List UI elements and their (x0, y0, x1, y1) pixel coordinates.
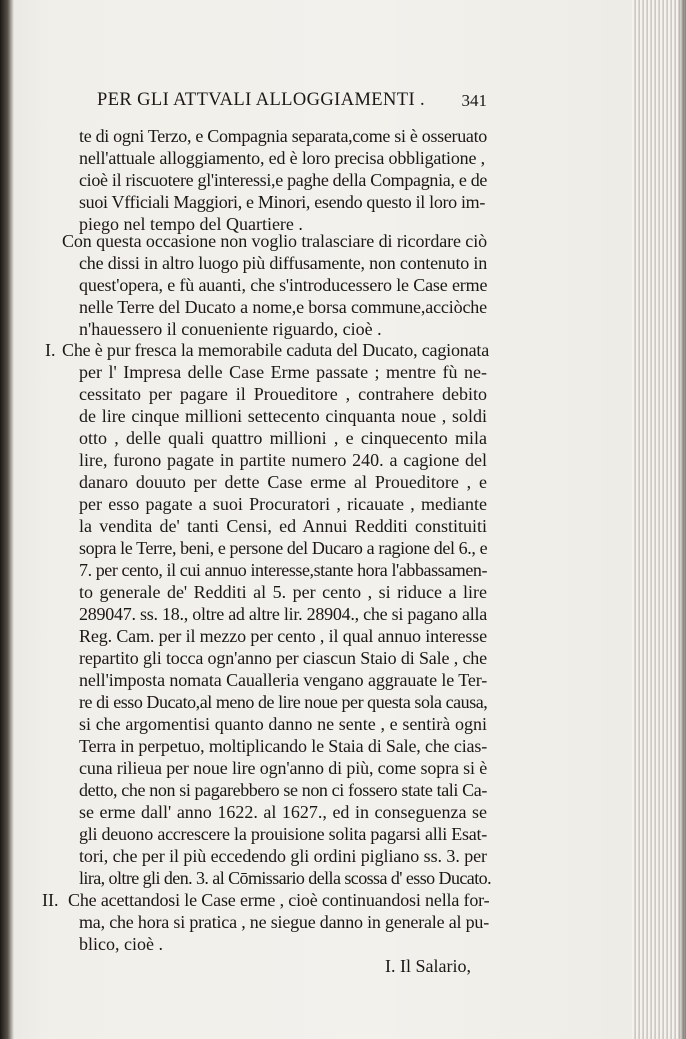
text-line: si che argomentisi quanto danno ne sente , e sentirà ogni (79, 714, 487, 734)
paragraph-number-2: II. (42, 890, 59, 910)
text-line: se erme dall' anno 1622. al 1627., ed in conseguenza se (79, 802, 487, 822)
text-line: Che è pur fresca la memorabile caduta del Ducato, cagionata (62, 340, 489, 360)
text-line: gli deuono accrescere la prouisione solita pagarsi alli Esat- (79, 824, 487, 844)
text-line: lire, furono pagate in partite numero 240. a cagione del (79, 450, 487, 470)
text-line: blico, cioè . (79, 934, 163, 954)
text-line: cessitato per pagare il Proueditore , contrahere debito (79, 384, 487, 404)
text-line: cioè il riscuotere gl'interessi,e paghe della Compagnia, e de (79, 170, 488, 190)
text-line: 7. per cento, il cui annuo interesse,stante hora l'abbassamen- (79, 560, 487, 580)
text-line: ma, che hora si pratica , ne siegue danno in generale al pu- (79, 912, 489, 932)
text-line: nelle Terre del Ducato a nome,e borsa commune,acciòche (79, 297, 487, 317)
paragraph-number-1: I. (45, 340, 56, 360)
text-line: per esso pagate a suoi Procuratori , ricauate , mediante (79, 494, 487, 514)
text-line: la vendita de' tanti Censi, ed Annui Redditi constituiti (79, 516, 487, 536)
text-line: to generale de' Redditi al 5. per cento , si riduce a lire (79, 582, 487, 602)
text-line: lira, oltre gli den. 3. al Cōmissario della scossa d' esso Ducato. (79, 868, 491, 888)
text-line: Terra in perpetuo, moltiplicando le Staia di Sale, che cias- (79, 736, 488, 756)
text-line: re di esso Ducato,al meno de lire noue per questa sola causa, (79, 692, 488, 712)
text-line: cuna rilieua per noue lire ogn'anno di più, come sopra si è (79, 758, 488, 778)
text-line: de lire cinque millioni settecento cinquanta noue , soldi (79, 406, 487, 426)
text-line: quest'opera, e fù auanti, che s'introducessero le Case erme (79, 275, 488, 295)
text-line: danaro douuto per dette Case erme al Proueditore , e (79, 472, 487, 492)
page-gutter-shadow (0, 0, 14, 1039)
text-line: suoi Vfficiali Maggiori, e Minori, esendo questo il loro im- (79, 192, 485, 212)
text-line: Che acettandosi le Case erme , cioè continuandosi nella for- (68, 890, 490, 910)
page-edges (632, 0, 686, 1039)
text-line: piego nel tempo del Quartiere . (79, 214, 303, 234)
text-line: Reg. Cam. per il mezzo per cento , il qual annuo interesse (79, 626, 487, 646)
text-line: otto , delle quali quattro millioni , e cinquecento mila (79, 428, 487, 448)
text-line: repartito gli tocca ogn'anno per ciascun Staio di Sale , che (79, 648, 487, 668)
text-line: per l' Impresa delle Case Erme passate ; mentre fù ne- (79, 362, 487, 382)
running-head-title: PER GLI ATTVALI ALLOGGIAMENTI . (97, 90, 426, 110)
catchword: I. Il Salario, (385, 956, 471, 976)
text-line: Con questa occasione non voglio tralasciare di ricordare ciò (62, 231, 487, 251)
text-line: nell'imposta nomata Caualleria vengano aggrauate le Ter- (79, 670, 488, 690)
text-line: te di ogni Terzo, e Compagnia separata,come si è osseruato (79, 126, 487, 146)
text-line: detto, che non si pagarebbero se non ci fossero state tali Ca- (79, 780, 487, 800)
text-line: n'hauessero il conueniente riguardo, cioè . (79, 319, 382, 339)
text-line: tori, che per il più eccedendo gli ordini pigliano ss. 3. per (79, 846, 487, 866)
text-line: sopra le Terre, beni, e persone del Ducaro a ragione del 6., e (79, 538, 488, 558)
running-head (97, 90, 487, 116)
text-line: che dissi in altro luogo più diffusamente, non contenuto in (79, 253, 487, 273)
text-line: 289047. ss. 18., oltre ad altre lir. 28904., che si pagano alla (79, 604, 487, 624)
text-line: nell'attuale alloggiamento, ed è loro precisa obbligatione , (79, 148, 485, 168)
page-number: 341 (461, 91, 487, 110)
